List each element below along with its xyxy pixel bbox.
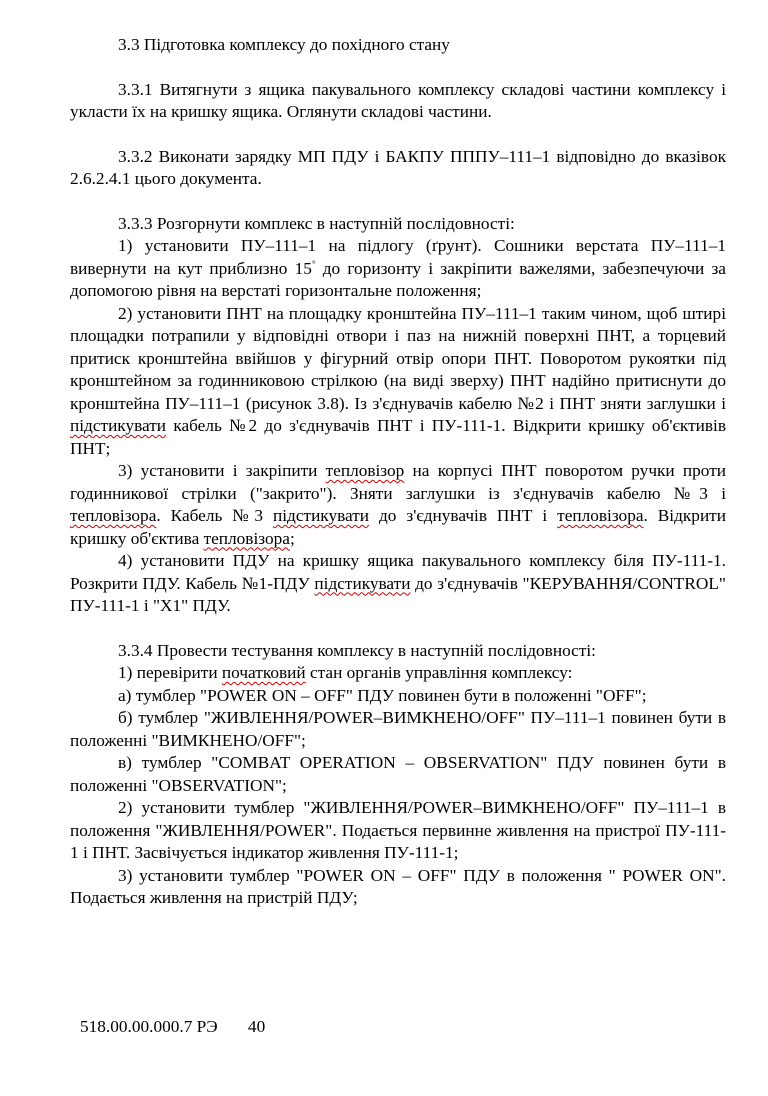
step-3-3-4-1-a: а) тумблер "POWER ON – OFF" ПДУ повинен бути в положенні "OFF"; <box>118 685 647 705</box>
page-footer <box>80 1016 265 1038</box>
step-3-3-3-1: 1) установити ПУ–111–1 на підлогу (ґрунт). Сошники верстата ПУ–111–1 вивернути на кут приблизно 15° до горизонту і закріпити важелями, забезпечуючи за допомогою рівня на верстаті горизонтальне положення; <box>70 236 726 300</box>
spellcheck-word: підстикувати <box>70 416 167 435</box>
spellcheck-word: тепловізора <box>203 528 290 548</box>
spellcheck-word: початковий <box>221 663 306 682</box>
spellcheck-word: тепловізора <box>70 506 157 525</box>
step-3-3-3-2: 2) установити ПНТ на площадку кронштейна ПУ–111–1 таким чином, щоб штирі площадки потрапили у відповідні отвори і паз на нижній поверхні ПНТ, а торцевий притиск кронштейна ввійшов у фігурний отвір опори ПНТ. Поворотом рукоятки під кронштейном за годинниковою стрілкою (на виді зверху) ПНТ надійно притиснути до кронштейна ПУ–111–1 (рисунок 3.8). Із з'єднувачів кабелю №2 і ПНТ зняти заглушки і підстикувати кабель №2 до з'єднувачів ПНТ і ПУ-111-1. Відкрити кришку об'єктивів ПНТ; <box>70 303 726 458</box>
step-3-3-4-1-b: б) тумблер "ЖИВЛЕННЯ/POWER–ВИМКНЕНО/OFF" ПУ–111–1 повинен бути в положенні "ВИМКНЕНО/OFF"; <box>70 708 726 750</box>
step-3-3-3-4: 4) установити ПДУ на кришку ящика пакувального комплексу біля ПУ-111-1. Розкрити ПДУ. Кабель №1-ПДУ підстикувати до з'єднувачів "КЕРУВАННЯ/CONTROL" ПУ-111-1 і "Х1" ПДУ. <box>70 551 726 615</box>
paragraph-3-3-1: 3.3.1 Витягнути з ящика пакувального комплексу складові частини комплексу і укласти їх на кришку ящика. Оглянути складові частини. <box>70 79 726 121</box>
spellcheck-word: тепловізор <box>325 461 405 480</box>
spellcheck-word: підстикувати <box>273 506 370 525</box>
step-3-3-3-3: 3) установити і закріпити тепловізор на корпусі ПНТ поворотом ручки проти годинникової стрілки ("закрито"). Зняти заглушки із з'єднувачів кабелю №3 і тепловізора. Кабель №3 підстикувати до з'єднувачів ПНТ і тепловізора. Відкрити кришку об'єктива тепловізора; <box>70 461 726 548</box>
paragraph-3-3-3-heading: 3.3.3 Розгорнути комплекс в наступній послідовності: <box>118 213 515 233</box>
document-code: 518.00.00.000.7 РЭ <box>80 1017 218 1036</box>
document-page <box>70 34 726 910</box>
paragraph-3-3-4-heading: 3.3.4 Провести тестування комплексу в наступній послідовності: <box>118 640 596 660</box>
section-heading: 3.3 Підготовка комплексу до похідного стану <box>118 35 450 54</box>
step-3-3-4-1: 1) перевірити початковий стан органів управління комплексу: <box>118 663 573 682</box>
spellcheck-word: підстикувати <box>314 573 411 593</box>
step-3-3-4-3: 3) установити тумблер "POWER ON – OFF" ПДУ в положення " POWER ON". Подається живлення на пристрій ПДУ; <box>70 865 726 907</box>
page-number: 40 <box>247 1017 266 1036</box>
degree-sign: ° <box>311 258 316 269</box>
spellcheck-word: тепловізора <box>557 506 644 525</box>
step-3-3-4-2: 2) установити тумблер "ЖИВЛЕННЯ/POWER–ВИМКНЕНО/OFF" ПУ–111–1 в положення "ЖИВЛЕННЯ/POWER". Подається первинне живлення на пристрої ПУ-111-1 і ПНТ. Засвічується індикатор живлення ПУ-111-1; <box>70 798 726 862</box>
paragraph-3-3-2: 3.3.2 Виконати зарядку МП ПДУ і БАКПУ ПППУ–111–1 відповідно до вказівок 2.6.2.4.1 цього документа. <box>70 146 726 188</box>
step-3-3-4-1-v: в) тумблер "COMBAT OPERATION – OBSERVATION" ПДУ повинен бути в положенні "OBSERVATION"; <box>70 753 726 795</box>
